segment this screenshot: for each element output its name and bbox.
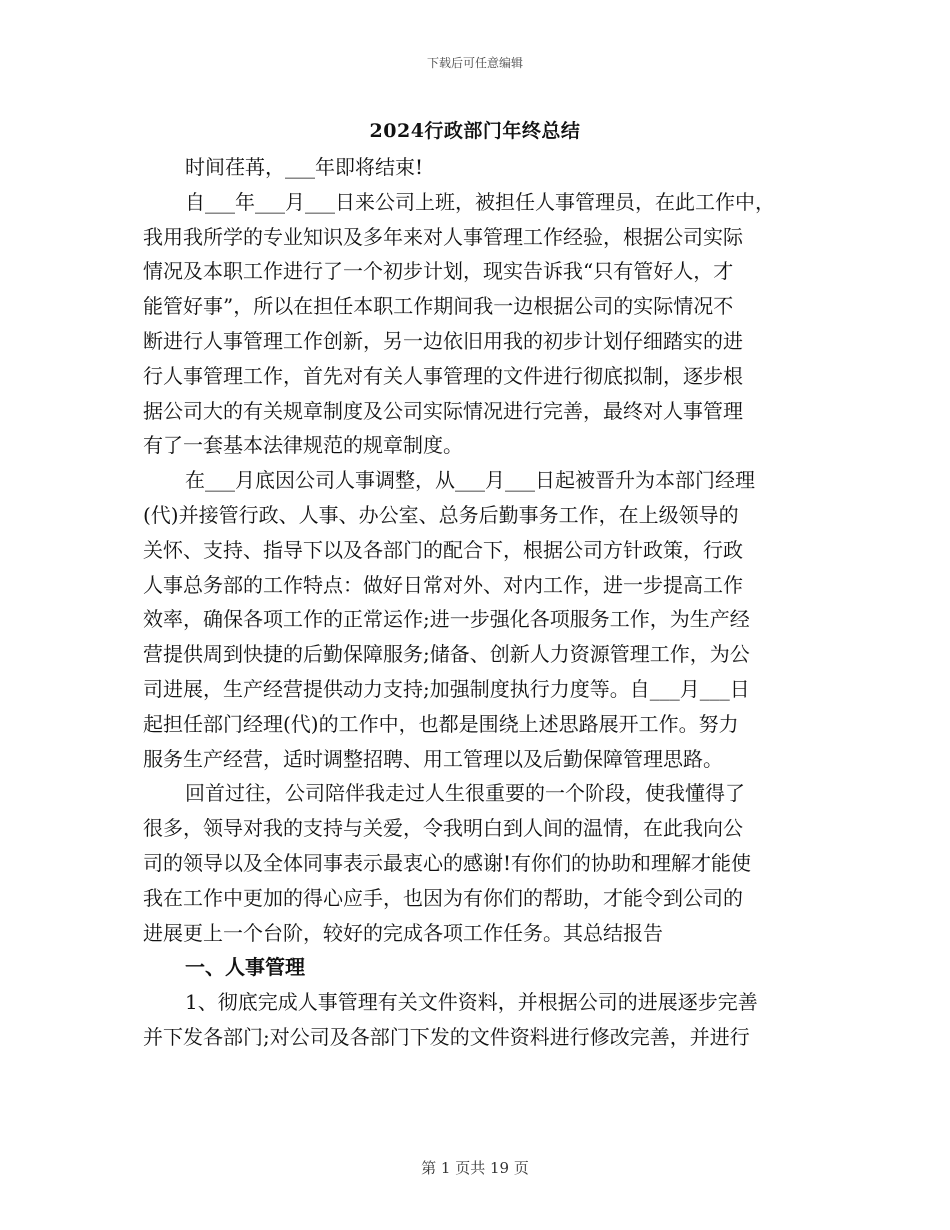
document-body — [143, 150, 813, 1055]
body-line: 我用我所学的专业知识及多年来对人事管理工作经验，根据公司实际 — [143, 224, 743, 249]
body-line: 断进行人事管理工作创新，另一边依旧用我的初步计划仔细踏实的进 — [143, 328, 743, 353]
body-line: 效率，确保各项工作的正常运作;进一步强化各项服务工作，为生产经 — [143, 607, 750, 632]
header-note: 下载后可任意编辑 — [426, 56, 523, 70]
body-line: 关怀、支持、指导下以及各部门的配合下，根据公司方针政策，行政 — [143, 537, 743, 562]
body-line: 能管好事”，所以在担任本职工作期间我一边根据公司的实际情况不 — [143, 294, 734, 319]
body-line: (代)并接管行政、人事、办公室、总务后勤事务工作，在上级领导的 — [143, 502, 739, 527]
document-title: 2024行政部门年终总结 — [369, 120, 581, 142]
page-number: 第 1 页共 19 页 — [421, 1159, 529, 1177]
body-line: 营提供周到快捷的后勤保障服务;储备、创新人力资源管理工作，为公 — [143, 642, 750, 667]
body-line: 进展更上一个台阶，较好的完成各项工作任务。其总结报告 — [143, 920, 663, 945]
body-line: 司进展，生产经营提供动力支持;加强制度执行力度等。自___月___日 — [143, 676, 750, 701]
body-line: 行人事管理工作，首先对有关人事管理的文件进行彻底拟制，逐步根 — [143, 363, 743, 388]
body-line: 有了一套基本法律规范的规章制度。 — [143, 433, 463, 458]
body-line: 人事总务部的工作特点：做好日常对外、对内工作，进一步提高工作 — [143, 572, 743, 597]
body-line: 我在工作中更加的得心应手，也因为有你们的帮助，才能令到公司的 — [143, 885, 743, 910]
body-line: 很多，领导对我的支持与关爱，令我明白到人间的温情，在此我向公 — [143, 816, 743, 841]
body-line: 时间荏苒，___年即将结束! — [185, 155, 424, 179]
body-line: 情况及本职工作进行了一个初步计划，现实告诉我“只有管好人，才 — [143, 259, 734, 284]
body-line: 1、彻底完成人事管理有关文件资料，并根据公司的进展逐步完善 — [185, 990, 758, 1015]
body-line: 服务生产经营，适时调整招聘、用工管理以及后勤保障管理思路。 — [143, 746, 723, 771]
body-line: 回首过往，公司陪伴我走过人生很重要的一个阶段，使我懂得了 — [185, 781, 745, 806]
section-heading: 一、人事管理 — [185, 955, 305, 980]
body-line: 起担任部门经理(代)的工作中，也都是围绕上述思路展开工作。努力 — [143, 711, 739, 736]
body-line: 在___月底因公司人事调整，从___月___日起被晋升为本部门经理 — [185, 468, 755, 493]
body-line: 据公司大的有关规章制度及公司实际情况进行完善，最终对人事管理 — [143, 398, 743, 423]
body-line: 自___年___月___日来公司上班，被担任人事管理员，在此工作中， — [185, 189, 775, 214]
body-line: 司的领导以及全体同事表示最衷心的感谢!有你们的协助和理解才能使 — [143, 850, 752, 875]
body-line: 并下发各部门;对公司及各部门下发的文件资料进行修改完善，并进行 — [143, 1024, 750, 1049]
